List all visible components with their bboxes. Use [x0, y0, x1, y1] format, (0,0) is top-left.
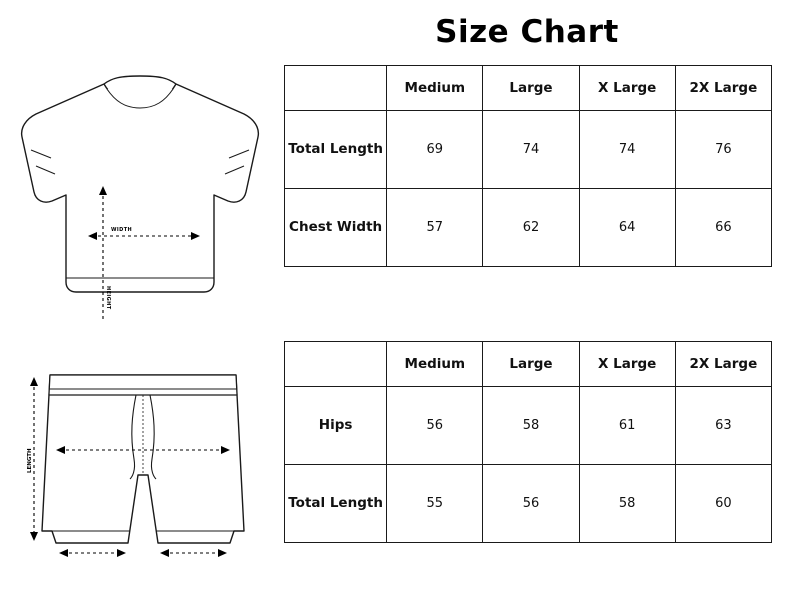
column-header-large: Large	[483, 342, 579, 387]
tshirt-width-label: WIDTH	[111, 227, 133, 233]
cell-total-length-large: 56	[483, 465, 579, 543]
column-header-medium: Medium	[387, 66, 483, 111]
shorts-length-label: LENGTH	[27, 448, 33, 473]
column-header-large: Large	[483, 66, 579, 111]
cell-total-length-medium: 55	[387, 465, 483, 543]
cell-total-length-medium: 69	[387, 111, 483, 189]
table-corner-cell	[285, 66, 387, 111]
table-row	[285, 111, 772, 189]
cell-chest-width-medium: 57	[387, 189, 483, 267]
cell-total-length-xlarge: 58	[579, 465, 675, 543]
table-row	[285, 189, 772, 267]
cell-hips-xlarge: 61	[579, 387, 675, 465]
cell-total-length-xlarge: 74	[579, 111, 675, 189]
cell-hips-medium: 56	[387, 387, 483, 465]
cell-hips-2xlarge: 63	[675, 387, 771, 465]
row-header-total-length: Total Length	[285, 465, 387, 543]
shorts-illustration	[18, 355, 268, 585]
table-header-row	[285, 66, 772, 111]
row-header-total-length: Total Length	[285, 111, 387, 189]
cell-chest-width-2xlarge: 66	[675, 189, 771, 267]
table-row	[285, 465, 772, 543]
column-header-2xlarge: 2X Large	[675, 342, 771, 387]
cell-hips-large: 58	[483, 387, 579, 465]
illustrations-column	[0, 0, 280, 600]
row-header-chest-width: Chest Width	[285, 189, 387, 267]
table-row	[285, 387, 772, 465]
tshirt-height-label: HEIGHT	[105, 286, 111, 310]
cell-total-length-2xlarge: 60	[675, 465, 771, 543]
column-header-xlarge: X Large	[579, 66, 675, 111]
table-header-row	[285, 342, 772, 387]
cell-total-length-2xlarge: 76	[675, 111, 771, 189]
column-header-2xlarge: 2X Large	[675, 66, 771, 111]
table-corner-cell	[285, 342, 387, 387]
column-header-medium: Medium	[387, 342, 483, 387]
tshirt-size-table	[284, 65, 772, 267]
shorts-size-table	[284, 341, 772, 543]
row-header-hips: Hips	[285, 387, 387, 465]
cell-chest-width-large: 62	[483, 189, 579, 267]
cell-chest-width-xlarge: 64	[579, 189, 675, 267]
cell-total-length-large: 74	[483, 111, 579, 189]
column-header-xlarge: X Large	[579, 342, 675, 387]
tshirt-illustration	[8, 70, 272, 320]
page-title: Size Chart	[435, 14, 619, 50]
